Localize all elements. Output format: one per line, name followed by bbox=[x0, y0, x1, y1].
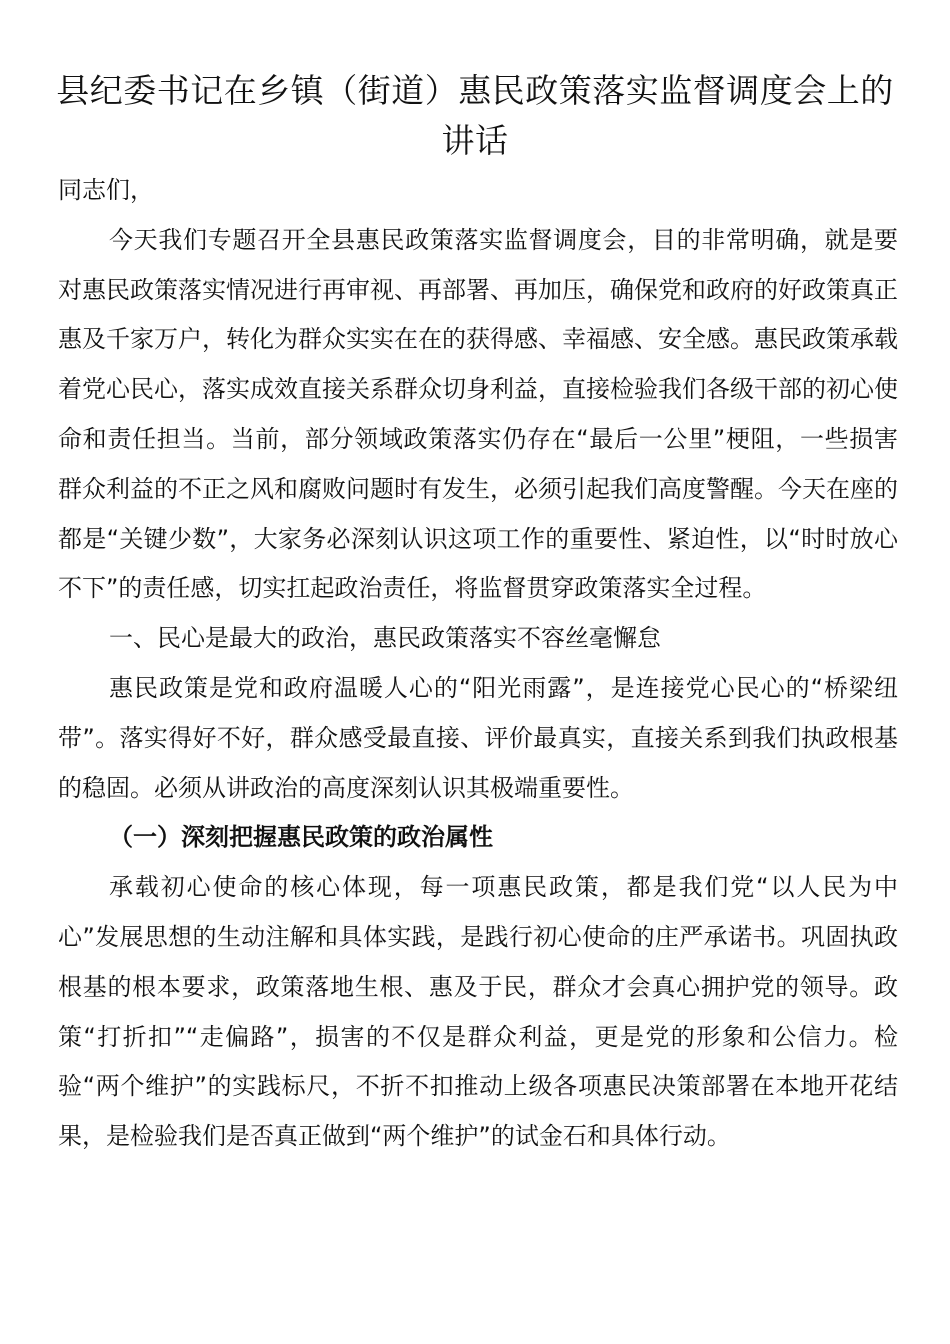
subsection-heading-1: （一）深刻把握惠民政策的政治属性 bbox=[109, 823, 493, 852]
document-title: 县纪委书记在乡镇（街道）惠民政策落实监督调度会上的讲话 bbox=[56, 71, 894, 160]
intro-paragraph: 今天我们专题召开全县惠民政策落实监督调度会，目的非常明确，就是要对惠民政策落实情况进行再审视、再部署、再加压，确保党和政府的好政策真正惠及千家万户，转化为群众实实在在的获得感、幸福感、安全感。惠民政策承载着党心民心，落实成效直接关系群众切身利益，直接检验我们各级干部的初心使命和责任担当。当前，部分领域政策落实仍存在“最后一公里”梗阻，一些损害群众利益的不正之风和腐败问题时有发生，必须引起我们高度警醒。今天在座的都是“关键少数”，大家务必深刻认识这项工作的重要性、紧迫性，以“时时放心不下”的责任感，切实扛起政治责任，将监督贯穿政策落实全过程。 bbox=[58, 225, 898, 603]
salutation: 同志们， bbox=[58, 176, 154, 204]
document-body bbox=[58, 166, 898, 1162]
section-1-paragraph: 惠民政策是党和政府温暖人心的“阳光雨露”，是连接党心民心的“桥梁纽带”。落实得好不好，群众感受最直接、评价最真实，直接关系到我们执政根基的稳固。必须从讲政治的高度深刻认识其极端重要性。 bbox=[58, 673, 898, 802]
subsection-1-paragraph: 承载初心使命的核心体现，每一项惠民政策，都是我们党“以人民为中心”发展思想的生动注解和具体实践，是践行初心使命的庄严承诺书。巩固执政根基的根本要求，政策落地生根、惠及于民，群众才会真心拥护党的领导。政策“打折扣”“走偏路”，损害的不仅是群众利益，更是党的形象和公信力。检验“两个维护”的实践标尺，不折不扣推动上级各项惠民决策部署在本地开花结果，是检验我们是否真正做到“两个维护”的试金石和具体行动。 bbox=[58, 873, 898, 1151]
section-heading-1: 一、民心是最大的政治，惠民政策落实不容丝毫懈怠 bbox=[109, 624, 661, 653]
